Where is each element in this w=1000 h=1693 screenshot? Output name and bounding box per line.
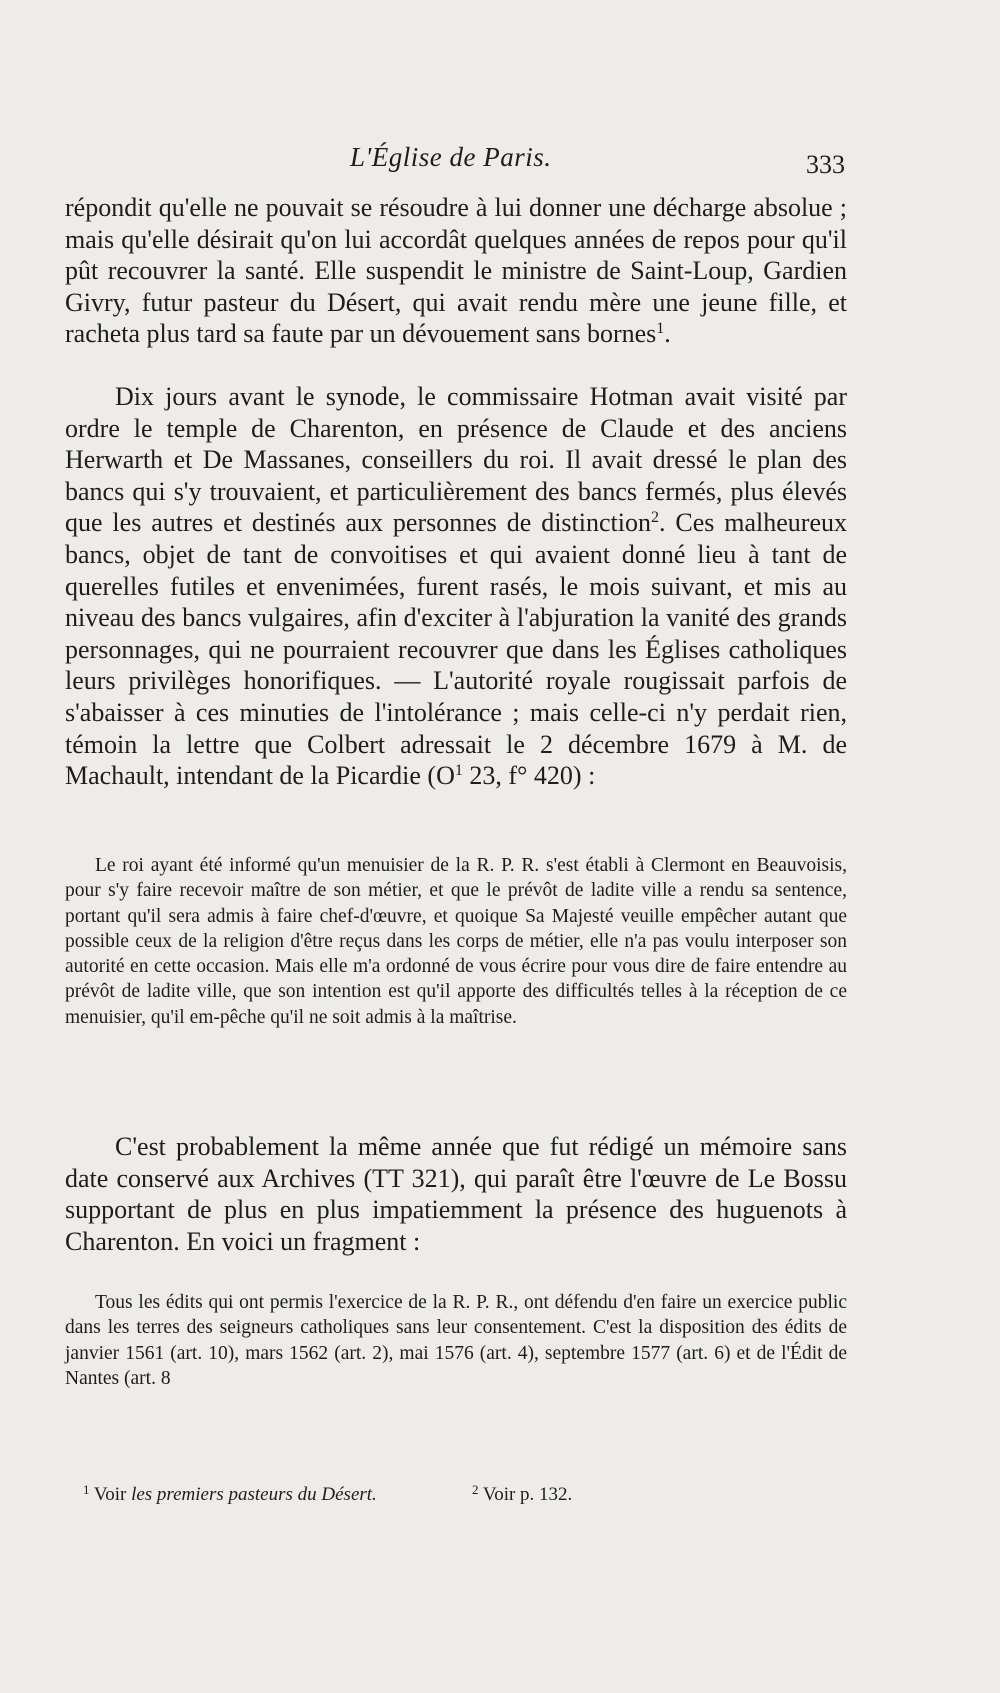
footnote-ref-2: 2: [650, 509, 659, 527]
quotation-memoire-fragment: [65, 1290, 847, 1391]
footnote-2-mark: 2: [472, 1482, 479, 1497]
paragraph-2-text-c: 23, f° 420) :: [462, 761, 596, 791]
quotation-colbert-letter: [65, 853, 847, 1030]
quotation-1-text: Le roi ayant été informé qu'un menuisier de la R. P. R. s'est établi à Clermont en Beauvoisis, pour s'y faire recevoir maître de son métier, et que le prévôt de ladite ville a rendu sa sentence, portant qu'il sera admis à faire chef-d'œuvre, et quoique Sa Majesté veuille empêcher autant que possible ceux de la religion d'être reçus dans les corps de métier, elle n'a pas voulu interposer son autorité en cette occasion. Mais elle m'a ordonné de vous écrire pour vous dire de faire entendre au prévôt de ladite ville, que son intention est qu'il apporte des difficultés telles à la réception de ce menuisier, qu'il em-pêche qu'il ne soit admis à la maîtrise.: [65, 855, 847, 1028]
paragraph-2-text-a: Dix jours avant le synode, le commissaire Hotman avait visité par ordre le temple de Charenton, en présence de Claude et des anciens Herwarth et De Massanes, conseillers du roi. Il avait dressé le plan des bancs qui s'y trouvaient, et particulièrement des bancs fermés, plus élevés que les autres et destinés aux personnes de distinction: [65, 382, 847, 538]
quotation-2-text: Tous les édits qui ont permis l'exercice de la R. P. R., ont défendu d'en faire un exercice public dans les terres des seigneurs catholiques sans leur consentement. C'est la disposition des édits de janvier 1561 (art. 10), mars 1562 (art. 2), mai 1576 (art. 4), septembre 1577 (art. 6) et de l'Édit de Nantes (art. 8: [65, 1292, 847, 1389]
paragraph-1-text: répondit qu'elle ne pouvait se résoudre à lui donner une décharge absolue ; mais qu'elle désirait qu'on lui accordât quelques années de repos pour qu'il pût recouvrer la santé. Elle suspendit le ministre de Saint-Loup, Gardien Givry, futur pasteur du Désert, qui avait rendu mère une jeune fille, et racheta plus tard sa faute par un dévouement sans bornes: [65, 193, 847, 349]
footnote-1-prefix: Voir: [93, 1484, 127, 1505]
archive-ref-sup: 1: [454, 762, 463, 780]
page-number: 333: [806, 150, 845, 179]
paragraph-2: [65, 381, 847, 792]
paragraph-1-end: .: [664, 319, 671, 349]
paragraph-2-text-b: . Ces malheureux bancs, objet de tant de convoitises et qui avaient donné lieu à tant de querelles futiles et envenimées, furent rasés, le mois suivant, et mis au niveau des bancs vulgaires, afin d'exciter à l'abjuration la vanité des grands personnages, qui ne pourraient recouvrer que dans les Églises catholiques leurs privilèges honorifiques. — L'autorité royale rougissait parfois de s'abaisser à ces minuties de l'intolérance ; mais celle-ci n'y perdait rien, témoin la lettre que Colbert adressait le 2 décembre 1679 à M. de Machault, intendant de la Picardie (O: [65, 508, 847, 791]
footnote-1-mark: 1: [83, 1482, 90, 1497]
footnote-2-text: Voir p. 132.: [482, 1484, 573, 1505]
running-title: L'Église de Paris.: [350, 142, 552, 172]
footnote-ref-1: 1: [656, 320, 665, 338]
footnote-1: [83, 1482, 377, 1506]
footnote-1-title: les premiers pasteurs du Désert.: [131, 1484, 377, 1505]
paragraph-3: [65, 1131, 847, 1257]
paragraph-3-text: C'est probablement la même année que fut rédigé un mémoire sans date conservé aux Archives (TT 321), qui paraît être l'œuvre de Le Bossu supportant de plus en plus impatiemment la présence des huguenots à Charenton. En voici un fragment :: [65, 1132, 847, 1256]
paragraph-1: [65, 192, 847, 350]
footnote-2: [472, 1482, 572, 1506]
page-header: [0, 142, 1000, 192]
